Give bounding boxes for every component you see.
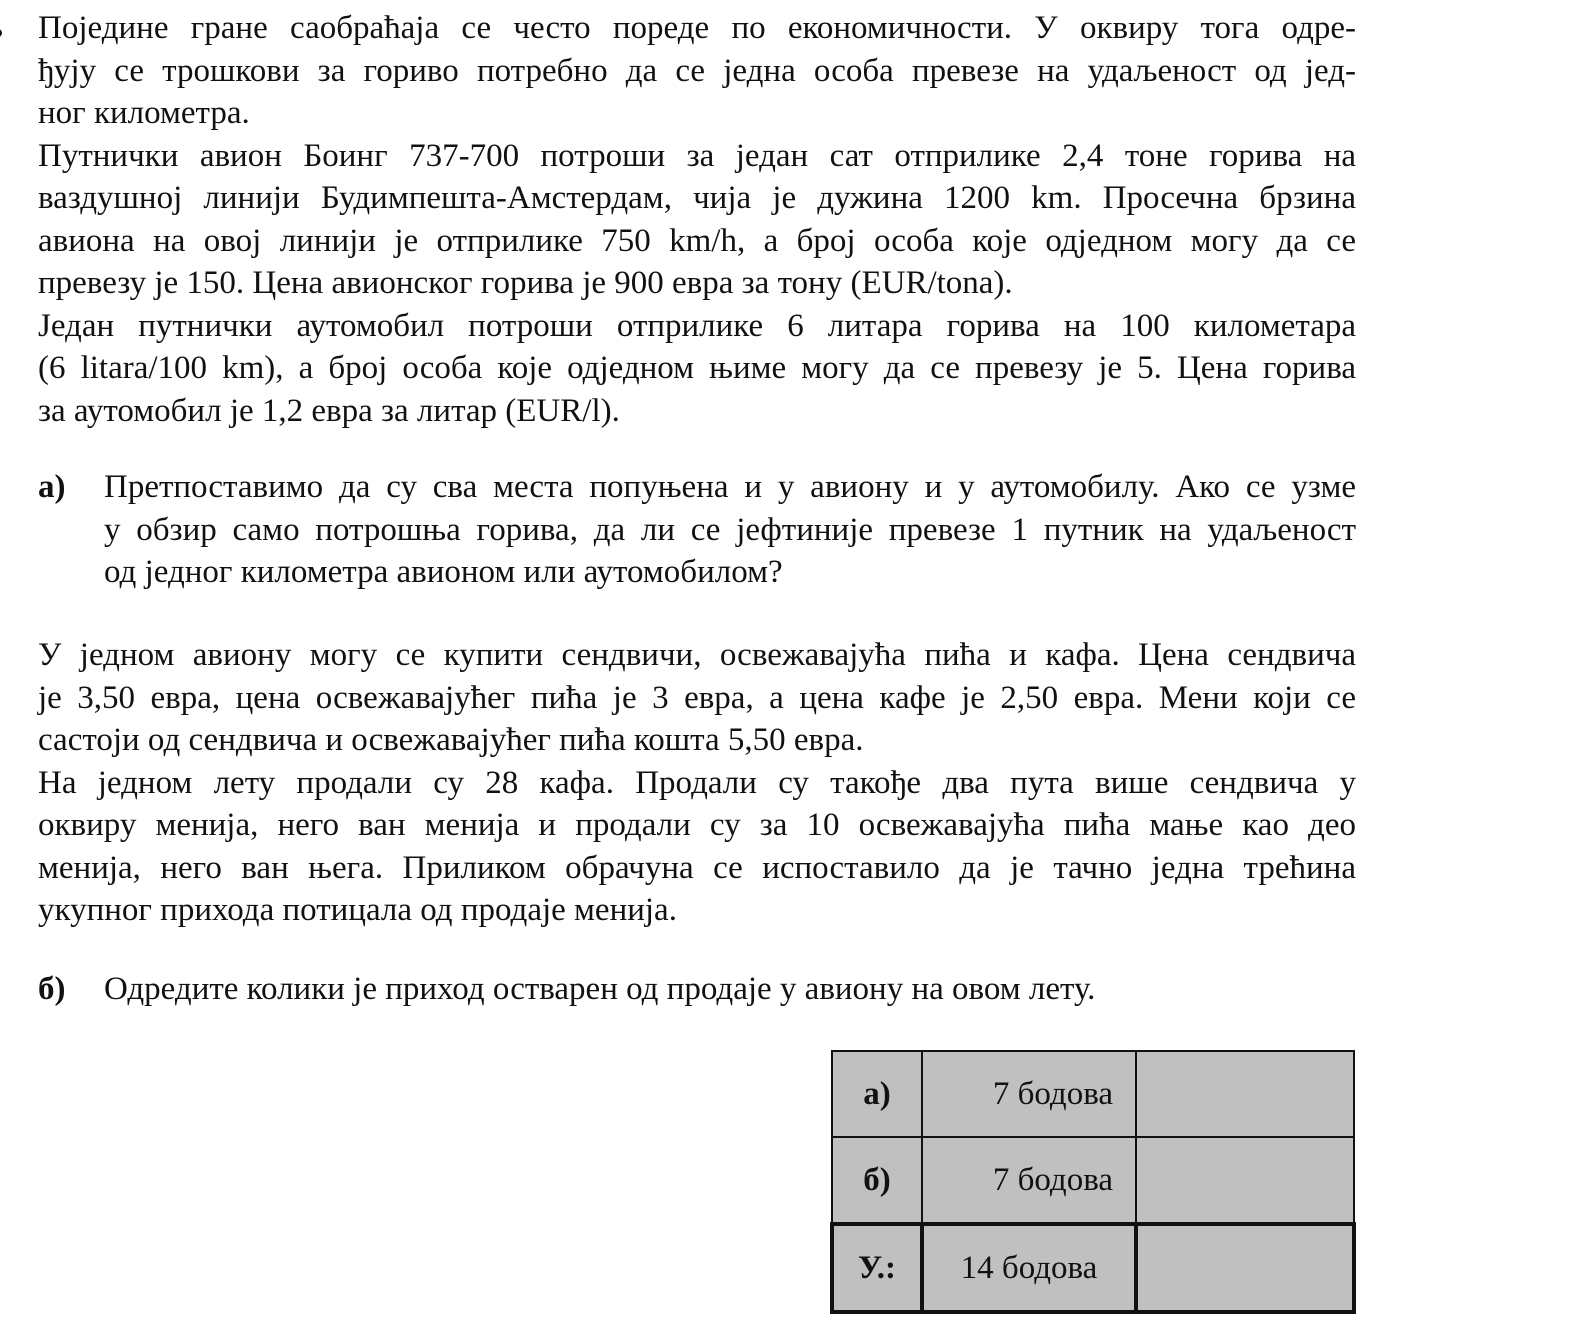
- context-paragraph: [38, 634, 1356, 932]
- question-line: у обзир само потрошња горива, да ли се јефтиније превезе 1 путник на удаљеност: [104, 511, 1356, 548]
- intro-line: Поједине гране саобраћаја се често пореде по економичности. У оквиру тога одре-: [38, 10, 1356, 46]
- score-row-label: б): [832, 1137, 922, 1224]
- score-total-points: 14 бодова: [922, 1224, 1136, 1312]
- score-row-label: а): [832, 1051, 922, 1137]
- score-row-points: 7 бодова: [922, 1051, 1136, 1137]
- score-total-row: [832, 1224, 1354, 1312]
- intro-line: ваздушној линији Будимпешта-Амстердам, чија је дужина 1200 km. Просечна брзина: [38, 180, 1356, 216]
- intro-line: Путнички авион Боинг 737-700 потроши за један сат отприлике 2,4 тоне горива на: [38, 137, 1356, 174]
- question-a-text: [104, 466, 1356, 594]
- intro-line: за аутомобил је 1,2 евра за литар (EUR/l).: [38, 392, 620, 429]
- intro-paragraph: [38, 7, 1356, 432]
- intro-line: (6 litara/100 km), а број особа које одједном њиме могу да се превезу је 5. Цена горива: [38, 350, 1356, 386]
- score-row: [832, 1137, 1354, 1224]
- question-b-text: [104, 968, 1356, 1011]
- question-a-label: а): [38, 469, 66, 505]
- question-a: [38, 466, 1356, 596]
- intro-line: Један путнички аутомобил потроши отприлике 6 литара горива на 100 километара: [38, 307, 1356, 344]
- context-line: На једном лету продали су 28 кафа. Продали су такође два пута више сендвича у: [38, 764, 1356, 801]
- intro-line: авиона на овој линији је отприлике 750 km/h, а број особа које одједном могу да се: [38, 222, 1356, 259]
- intro-line: ђују се трошкови за гориво потребно да се једна особа превезе на удаљеност од јед-: [38, 52, 1356, 89]
- score-row-points: 7 бодова: [922, 1137, 1136, 1224]
- score-table: [830, 1050, 1356, 1314]
- question-line: Одредите колики је приход остварен од продаје у авиону на овом лету.: [104, 971, 1096, 1007]
- score-total-label: У.:: [832, 1224, 922, 1312]
- question-line: од једног километра авионом или аутомобилом?: [104, 554, 783, 590]
- context-line: менија, него ван њега. Приликом обрачуна се испоставило да је тачно једна трећина: [38, 849, 1356, 886]
- question-b: [38, 968, 1356, 1012]
- context-line: састоји од сендвича и освежавајућег пића кошта 5,50 евра.: [38, 722, 864, 758]
- context-line: је 3,50 евра, цена освежавајућег пића је 3 евра, а цена кафе је 2,50 евра. Мени који се: [38, 679, 1356, 716]
- intro-line: ног километра.: [38, 95, 250, 131]
- question-b-label: б): [38, 971, 66, 1007]
- score-row: [832, 1051, 1354, 1137]
- context-line: оквиру менија, него ван менија и продали су за 10 освежавајућа пића мање као део: [38, 807, 1356, 843]
- score-entry-cell[interactable]: [1136, 1051, 1354, 1137]
- question-line: Претпоставимо да су сва места попуњена и у авиону и у аутомобилу. Ако се узме: [104, 469, 1356, 505]
- task-bullet-icon: [0, 29, 2, 37]
- context-line: У једном авиону могу се купити сендвичи, освежавајућа пића и кафа. Цена сендвича: [38, 637, 1356, 673]
- context-line: укупног прихода потицала од продаје менија.: [38, 892, 677, 928]
- score-entry-cell[interactable]: [1136, 1137, 1354, 1224]
- intro-line: превезу је 150. Цена авионског горива је 900 евра за тону (EUR/tona).: [38, 265, 1013, 301]
- score-total-entry-cell[interactable]: [1136, 1224, 1354, 1312]
